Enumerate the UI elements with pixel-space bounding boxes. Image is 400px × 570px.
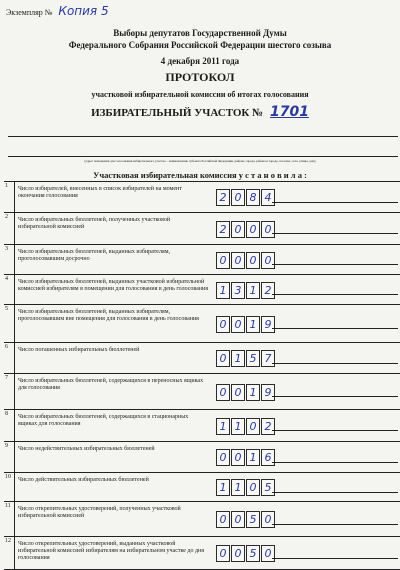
- digit-cell[interactable]: 0: [216, 316, 230, 333]
- row-digits: [216, 384, 276, 401]
- row-label: Число избирательных бюллетеней, содержащихся в переносных ящиках для голосования: [18, 378, 204, 391]
- digit-cell[interactable]: 0: [261, 511, 275, 528]
- address-note: (адрес помещения для голосования избирательного участка – наименование субъекта Российской Федерации, района, города, района в городе, поселка, села, улицы, дом): [84, 159, 316, 163]
- row-label: Число действительных избирательных бюллетеней: [18, 477, 149, 483]
- digit-cell[interactable]: 1: [231, 350, 245, 367]
- station-number: 1701: [269, 104, 309, 120]
- digit-cell[interactable]: 0: [216, 449, 230, 466]
- row-number: 12: [4, 537, 15, 569]
- digit-cell[interactable]: 5: [246, 511, 260, 528]
- row-number: 3: [4, 245, 15, 274]
- digit-cell[interactable]: 1: [246, 449, 260, 466]
- digit-cell[interactable]: 3: [231, 282, 245, 299]
- digit-cell[interactable]: 1: [231, 479, 245, 496]
- table-row: [4, 502, 400, 537]
- amount-in-words-line: [272, 462, 398, 463]
- row-number: 10: [4, 473, 15, 501]
- row-label: Число избирательных бюллетеней, полученных участковой избирательной комиссией: [18, 217, 171, 230]
- row-label: Число избирателей, внесенных в список избирателей на момент окончания голосования: [18, 186, 182, 199]
- row-label: Число избирательных бюллетеней, выданных избирателям, проголосовавшим вне помещения для голосования в день голосования: [18, 309, 199, 322]
- station-label: ИЗБИРАТЕЛЬНЫЙ УЧАСТОК №: [91, 107, 264, 119]
- table-row: [4, 245, 400, 275]
- digit-cell[interactable]: 0: [231, 189, 245, 206]
- table-row: [4, 473, 400, 502]
- row-digits: [216, 545, 276, 562]
- row-digits: [216, 479, 276, 496]
- row-digits: [216, 418, 276, 435]
- row-label: Число избирательных бюллетеней, выданных избирателям, проголосовавшим досрочно: [18, 249, 171, 262]
- row-label: Число открепительных удостоверений, полученных участковой избирательной комиссией: [18, 506, 181, 519]
- row-label: Число избирательных бюллетеней, выданных участковой избирательной комиссией избирателям в помещении для голосования в день голосования: [18, 279, 208, 292]
- election-date: 4 декабря 2011 года: [160, 56, 240, 66]
- digit-cell[interactable]: 0: [231, 511, 245, 528]
- table-row: [4, 305, 400, 343]
- table-row: [4, 182, 400, 213]
- digit-cell[interactable]: 7: [261, 350, 275, 367]
- digit-cell[interactable]: 9: [261, 316, 275, 333]
- row-number: 8: [4, 410, 15, 441]
- row-number: 9: [4, 442, 15, 472]
- digit-cell[interactable]: 0: [246, 221, 260, 238]
- digit-cell[interactable]: 0: [231, 316, 245, 333]
- digit-cell[interactable]: 0: [231, 221, 245, 238]
- row-number: 2: [4, 213, 15, 244]
- row-digits: [216, 449, 276, 466]
- address-line-2: [8, 156, 398, 157]
- digit-cell[interactable]: 1: [246, 384, 260, 401]
- amount-in-words-line: [272, 233, 398, 234]
- digit-cell[interactable]: 0: [231, 545, 245, 562]
- digit-cell[interactable]: 0: [261, 252, 275, 269]
- row-label: Число недействительных избирательных бюллетеней: [18, 446, 155, 452]
- table-row: [4, 410, 400, 442]
- row-digits: [216, 350, 276, 367]
- digit-cell[interactable]: 1: [231, 418, 245, 435]
- row-number: 5: [4, 305, 15, 342]
- digit-cell[interactable]: 1: [216, 418, 230, 435]
- digit-cell[interactable]: 9: [261, 384, 275, 401]
- copy-value: Копия 5: [58, 4, 109, 18]
- digit-cell[interactable]: 4: [261, 189, 275, 206]
- digit-cell[interactable]: 1: [246, 282, 260, 299]
- row-digits: [216, 252, 276, 269]
- digit-cell[interactable]: 2: [216, 221, 230, 238]
- protocol-subtitle: участковой избирательной комиссии об итогах голосования: [91, 90, 309, 99]
- row-label: Число избирательных бюллетеней, содержащихся в стационарных ящиках для голосования: [18, 414, 189, 427]
- amount-in-words-line: [272, 396, 398, 397]
- row-number: 4: [4, 275, 15, 304]
- copy-number-line: [6, 4, 109, 18]
- amount-in-words-line: [272, 524, 398, 525]
- row-label: Число погашенных избирательных бюллетеней: [18, 347, 140, 353]
- digit-cell[interactable]: 1: [246, 316, 260, 333]
- digit-cell[interactable]: 0: [246, 252, 260, 269]
- row-number: 1: [4, 182, 15, 212]
- amount-in-words-line: [272, 328, 398, 329]
- digit-cell[interactable]: 2: [261, 418, 275, 435]
- digit-cell[interactable]: 0: [246, 418, 260, 435]
- amount-in-words-line: [272, 363, 398, 364]
- digit-cell[interactable]: 8: [246, 189, 260, 206]
- digit-cell[interactable]: 0: [246, 479, 260, 496]
- digit-cell[interactable]: 0: [216, 384, 230, 401]
- table-row: [4, 275, 400, 305]
- row-number: 6: [4, 343, 15, 373]
- row-digits: [216, 511, 276, 528]
- row-digits: [216, 316, 276, 333]
- amount-in-words-line: [272, 202, 398, 203]
- row-digits: [216, 189, 276, 206]
- digit-cell[interactable]: 0: [261, 545, 275, 562]
- amount-in-words-line: [272, 294, 398, 295]
- digit-cell[interactable]: 0: [231, 449, 245, 466]
- title-line-1: Выборы депутатов Государственной Думы: [113, 28, 287, 38]
- digit-cell[interactable]: 0: [216, 350, 230, 367]
- table-row: [4, 213, 400, 245]
- digit-cell[interactable]: 5: [246, 545, 260, 562]
- digit-cell[interactable]: 0: [231, 384, 245, 401]
- protocol-heading: ПРОТОКОЛ: [165, 70, 235, 84]
- digit-cell[interactable]: 1: [216, 479, 230, 496]
- digit-cell[interactable]: 1: [216, 282, 230, 299]
- digit-cell[interactable]: 0: [216, 545, 230, 562]
- digit-cell[interactable]: 0: [216, 511, 230, 528]
- row-label: Число открепительных удостоверений, выданных участковой избирательной комиссией избирателям на избирательном участке до дня голосования: [18, 541, 204, 561]
- row-digits: [216, 221, 276, 238]
- row-digits: [216, 282, 276, 299]
- copy-label: Экземпляр №: [6, 8, 53, 17]
- results-table: [4, 181, 400, 561]
- commission-established: Участковая избирательная комиссия у с т а н о в и л а :: [93, 170, 307, 180]
- digit-cell[interactable]: 0: [216, 252, 230, 269]
- table-row: [4, 374, 400, 410]
- row-number: 7: [4, 374, 15, 409]
- amount-in-words-line: [272, 492, 398, 493]
- table-row: [4, 343, 400, 374]
- address-line-1: [8, 136, 398, 137]
- table-row: [4, 442, 400, 473]
- amount-in-words-line: [272, 264, 398, 265]
- amount-in-words-line: [272, 430, 398, 431]
- amount-in-words-line: [272, 558, 398, 559]
- station-line: [0, 104, 400, 120]
- digit-cell[interactable]: 0: [261, 221, 275, 238]
- row-number: 11: [4, 502, 15, 536]
- table-row: [4, 537, 400, 570]
- digit-cell[interactable]: 5: [261, 479, 275, 496]
- digit-cell[interactable]: 6: [261, 449, 275, 466]
- digit-cell[interactable]: 0: [231, 252, 245, 269]
- digit-cell[interactable]: 5: [246, 350, 260, 367]
- digit-cell[interactable]: 2: [216, 189, 230, 206]
- digit-cell[interactable]: 2: [261, 282, 275, 299]
- title-line-2: Федерального Собрания Российской Федерации шестого созыва: [68, 40, 332, 50]
